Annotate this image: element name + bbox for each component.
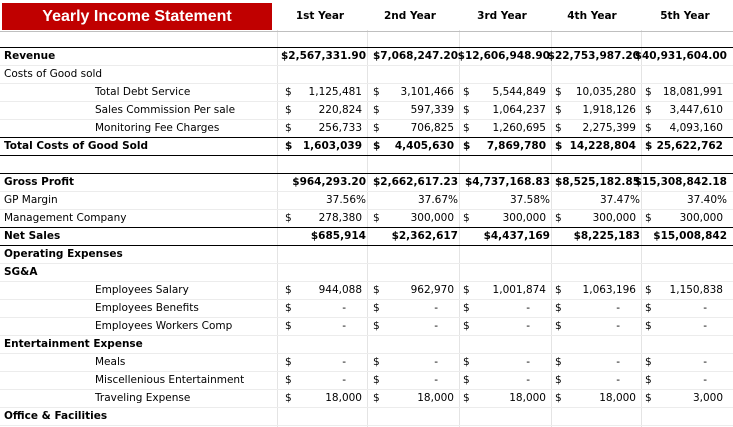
row-border-bottom xyxy=(0,245,733,246)
value-cell[interactable]: 10,035,280 xyxy=(575,86,636,98)
value-cell[interactable]: - xyxy=(526,302,530,314)
value-cell[interactable]: - xyxy=(616,302,620,314)
value-cell[interactable]: - xyxy=(616,374,620,386)
row-border-top xyxy=(0,227,733,228)
value-cell[interactable]: - xyxy=(616,320,620,332)
value-cell[interactable]: 18,081,991 xyxy=(662,86,723,98)
header-divider xyxy=(0,31,733,32)
currency-symbol: $ xyxy=(285,302,292,314)
value-cell[interactable]: 278,380 xyxy=(318,212,362,224)
row-label[interactable]: Employees Workers Comp xyxy=(95,320,233,332)
table-row xyxy=(0,407,733,425)
year-header[interactable]: 1st Year xyxy=(295,10,345,22)
row-label[interactable]: Net Sales xyxy=(4,230,61,242)
currency-symbol: $ xyxy=(373,320,380,332)
currency-symbol: $ xyxy=(285,86,292,98)
value-cell[interactable]: 7,869,780 xyxy=(486,140,546,152)
table-row xyxy=(0,65,733,83)
value-cell[interactable]: 1,064,237 xyxy=(492,104,546,116)
value-cell[interactable]: - xyxy=(342,374,346,386)
value-cell[interactable]: $12,606,948.90 xyxy=(457,50,550,62)
table-row xyxy=(0,299,733,317)
currency-symbol: $ xyxy=(645,122,652,134)
table-row xyxy=(0,317,733,335)
value-cell[interactable]: 18,000 xyxy=(599,392,636,404)
currency-symbol: $ xyxy=(645,86,652,98)
row-label[interactable]: Total Debt Service xyxy=(95,86,191,98)
value-cell[interactable]: $2,362,617 xyxy=(391,230,458,242)
row-label[interactable]: Employees Salary xyxy=(95,284,189,296)
currency-symbol: $ xyxy=(463,356,470,368)
value-cell[interactable]: 1,063,196 xyxy=(582,284,636,296)
currency-symbol: $ xyxy=(285,374,292,386)
value-cell[interactable]: - xyxy=(703,356,707,368)
value-cell[interactable]: $8,525,182.85 xyxy=(554,176,640,188)
value-cell[interactable]: - xyxy=(526,356,530,368)
row-label[interactable]: Meals xyxy=(95,356,126,368)
value-cell[interactable]: 37.67% xyxy=(417,194,458,206)
currency-symbol: $ xyxy=(285,284,292,296)
value-cell[interactable]: - xyxy=(703,320,707,332)
currency-symbol: $ xyxy=(555,104,562,116)
table-row xyxy=(0,47,733,65)
value-cell[interactable]: - xyxy=(434,302,438,314)
value-cell[interactable]: - xyxy=(703,374,707,386)
currency-symbol: $ xyxy=(645,356,652,368)
value-cell[interactable]: 1,918,126 xyxy=(582,104,636,116)
currency-symbol: $ xyxy=(555,86,562,98)
table-row xyxy=(0,245,733,263)
value-cell[interactable]: 1,603,039 xyxy=(302,140,362,152)
value-cell[interactable]: 37.58% xyxy=(509,194,550,206)
row-label[interactable]: Costs of Good sold xyxy=(4,68,103,80)
currency-symbol: $ xyxy=(285,122,292,134)
value-cell[interactable]: 256,733 xyxy=(318,122,362,134)
currency-symbol: $ xyxy=(555,302,562,314)
value-cell[interactable]: 37.40% xyxy=(686,194,727,206)
row-border-top xyxy=(0,173,733,174)
row-label[interactable]: Entertainment Expense xyxy=(4,338,143,350)
value-cell[interactable]: 37.47% xyxy=(599,194,640,206)
table-row xyxy=(0,335,733,353)
table-row xyxy=(0,137,733,155)
row-border-top xyxy=(0,137,733,138)
row-label[interactable]: Office & Facilities xyxy=(4,410,108,422)
row-label[interactable]: Traveling Expense xyxy=(95,392,191,404)
value-cell[interactable]: 706,825 xyxy=(410,122,454,134)
row-label[interactable]: Monitoring Fee Charges xyxy=(95,122,220,134)
currency-symbol: $ xyxy=(373,284,380,296)
row-border-top xyxy=(0,47,733,48)
value-cell[interactable]: - xyxy=(434,320,438,332)
value-cell[interactable]: $15,308,842.18 xyxy=(634,176,727,188)
currency-symbol: $ xyxy=(645,374,652,386)
currency-symbol: $ xyxy=(373,212,380,224)
table-row xyxy=(0,83,733,101)
value-cell[interactable]: 300,000 xyxy=(679,212,723,224)
currency-symbol: $ xyxy=(645,302,652,314)
row-label[interactable]: GP Margin xyxy=(4,194,58,206)
row-label[interactable]: Miscellenious Entertainment xyxy=(95,374,245,386)
currency-symbol: $ xyxy=(463,104,470,116)
value-cell[interactable]: 3,447,610 xyxy=(669,104,723,116)
value-cell[interactable]: - xyxy=(526,320,530,332)
table-row xyxy=(0,281,733,299)
currency-symbol: $ xyxy=(373,104,380,116)
value-cell[interactable]: 4,405,630 xyxy=(394,140,454,152)
value-cell[interactable]: 944,088 xyxy=(318,284,362,296)
currency-symbol: $ xyxy=(285,104,292,116)
currency-symbol: $ xyxy=(645,140,653,152)
currency-symbol: $ xyxy=(463,302,470,314)
value-cell[interactable]: 18,000 xyxy=(417,392,454,404)
value-cell[interactable]: - xyxy=(526,374,530,386)
year-header[interactable]: 3rd Year xyxy=(477,10,527,22)
currency-symbol: $ xyxy=(285,140,293,152)
currency-symbol: $ xyxy=(463,392,470,404)
currency-symbol: $ xyxy=(555,356,562,368)
currency-symbol: $ xyxy=(463,122,470,134)
currency-symbol: $ xyxy=(555,284,562,296)
table-row xyxy=(0,101,733,119)
value-cell[interactable]: 3,000 xyxy=(692,392,723,404)
sheet-title[interactable]: Yearly Income Statement xyxy=(2,3,272,30)
value-cell[interactable]: 37.56% xyxy=(325,194,366,206)
currency-symbol: $ xyxy=(463,284,470,296)
currency-symbol: $ xyxy=(645,212,652,224)
currency-symbol: $ xyxy=(555,212,562,224)
value-cell[interactable]: 962,970 xyxy=(410,284,454,296)
value-cell[interactable]: - xyxy=(434,374,438,386)
value-cell[interactable]: 3,101,466 xyxy=(400,86,454,98)
value-cell[interactable]: 1,125,481 xyxy=(308,86,362,98)
currency-symbol: $ xyxy=(555,392,562,404)
value-cell[interactable]: 300,000 xyxy=(592,212,636,224)
value-cell[interactable]: - xyxy=(342,302,346,314)
table-row xyxy=(0,227,733,245)
row-label[interactable]: Management Company xyxy=(4,212,127,224)
value-cell[interactable]: 5,544,849 xyxy=(492,86,546,98)
value-cell[interactable]: $4,737,168.83 xyxy=(464,176,550,188)
currency-symbol: $ xyxy=(463,374,470,386)
table-row xyxy=(0,155,733,173)
value-cell[interactable]: 1,001,874 xyxy=(492,284,546,296)
currency-symbol: $ xyxy=(463,86,470,98)
value-cell[interactable]: 18,000 xyxy=(325,392,362,404)
value-cell[interactable]: - xyxy=(342,356,346,368)
row-label[interactable]: Employees Benefits xyxy=(95,302,199,314)
value-cell[interactable]: 597,339 xyxy=(410,104,454,116)
table-row xyxy=(0,389,733,407)
value-cell[interactable]: $15,008,842 xyxy=(653,230,727,242)
currency-symbol: $ xyxy=(285,212,292,224)
currency-symbol: $ xyxy=(555,320,562,332)
currency-symbol: $ xyxy=(463,320,470,332)
currency-symbol: $ xyxy=(285,320,292,332)
value-cell[interactable]: 18,000 xyxy=(509,392,546,404)
value-cell[interactable]: 300,000 xyxy=(502,212,546,224)
value-cell[interactable]: - xyxy=(434,356,438,368)
table-row xyxy=(0,371,733,389)
currency-symbol: $ xyxy=(373,356,380,368)
currency-symbol: $ xyxy=(373,122,380,134)
currency-symbol: $ xyxy=(555,122,562,134)
value-cell[interactable]: 220,824 xyxy=(318,104,362,116)
currency-symbol: $ xyxy=(373,140,381,152)
currency-symbol: $ xyxy=(373,374,380,386)
currency-symbol: $ xyxy=(285,356,292,368)
table-row xyxy=(0,353,733,371)
value-cell[interactable]: 25,622,762 xyxy=(656,140,723,152)
value-cell[interactable]: - xyxy=(616,356,620,368)
value-cell[interactable]: $2,567,331.90 xyxy=(280,50,366,62)
table-row xyxy=(0,191,733,209)
value-cell[interactable]: $685,914 xyxy=(310,230,366,242)
value-cell[interactable]: 1,260,695 xyxy=(492,122,546,134)
table-row xyxy=(0,263,733,281)
value-cell[interactable]: 4,093,160 xyxy=(669,122,723,134)
currency-symbol: $ xyxy=(285,392,292,404)
value-cell[interactable]: $4,437,169 xyxy=(483,230,550,242)
row-gridline xyxy=(0,425,733,426)
value-cell[interactable]: $2,662,617.23 xyxy=(372,176,458,188)
currency-symbol: $ xyxy=(645,320,652,332)
currency-symbol: $ xyxy=(373,392,380,404)
currency-symbol: $ xyxy=(373,302,380,314)
value-cell[interactable]: $40,931,604.00 xyxy=(634,50,727,62)
year-header[interactable]: 5th Year xyxy=(660,10,710,22)
value-cell[interactable]: 14,228,804 xyxy=(569,140,636,152)
year-header[interactable]: 4th Year xyxy=(567,10,617,22)
row-label[interactable]: SG&A xyxy=(4,266,38,278)
row-label[interactable]: Operating Expenses xyxy=(4,248,123,260)
currency-symbol: $ xyxy=(555,140,563,152)
row-label[interactable]: Gross Profit xyxy=(4,176,75,188)
value-cell[interactable]: 2,275,399 xyxy=(582,122,636,134)
value-cell[interactable]: - xyxy=(342,320,346,332)
row-label[interactable]: Total Costs of Good Sold xyxy=(4,140,148,152)
table-row xyxy=(0,119,733,137)
value-cell[interactable]: 300,000 xyxy=(410,212,454,224)
currency-symbol: $ xyxy=(645,104,652,116)
value-cell[interactable]: $964,293.20 xyxy=(292,176,366,188)
table-row xyxy=(0,173,733,191)
value-cell[interactable]: - xyxy=(703,302,707,314)
row-label[interactable]: Sales Commission Per sale xyxy=(95,104,236,116)
value-cell[interactable]: 1,150,838 xyxy=(669,284,723,296)
currency-symbol: $ xyxy=(645,392,652,404)
currency-symbol: $ xyxy=(463,140,471,152)
row-border-bottom xyxy=(0,155,733,156)
currency-symbol: $ xyxy=(463,212,470,224)
year-header[interactable]: 2nd Year xyxy=(384,10,436,22)
value-cell[interactable]: $7,068,247.20 xyxy=(372,50,458,62)
value-cell[interactable]: $8,225,183 xyxy=(573,230,640,242)
currency-symbol: $ xyxy=(555,374,562,386)
currency-symbol: $ xyxy=(373,86,380,98)
table-row xyxy=(0,209,733,227)
value-cell[interactable]: $22,753,987.20 xyxy=(547,50,640,62)
currency-symbol: $ xyxy=(645,284,652,296)
row-label[interactable]: Revenue xyxy=(4,50,56,62)
